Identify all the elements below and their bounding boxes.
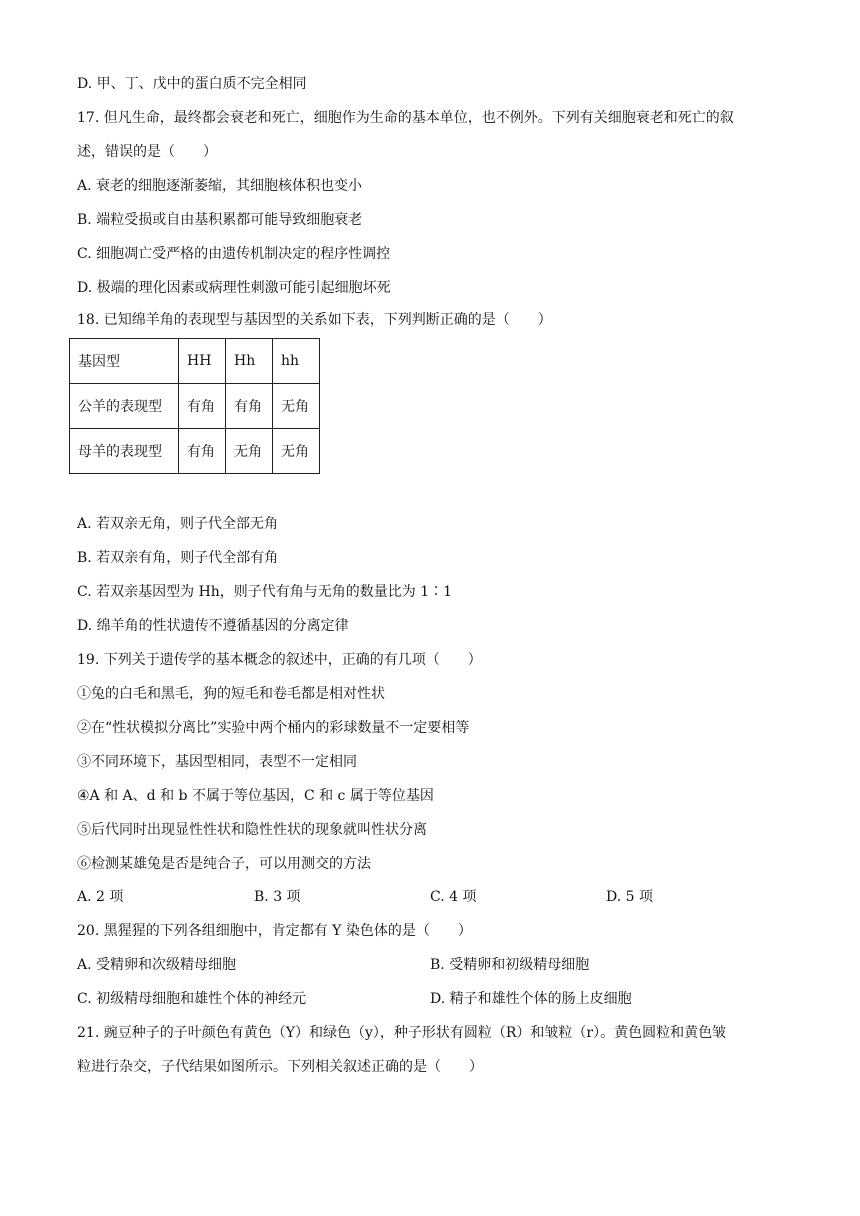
- table-cell: 有角: [179, 384, 226, 429]
- q20-option-a: A. 受精卵和次级精母细胞: [77, 957, 237, 973]
- q18-option-c: C. 若双亲基因型为 Hh，则子代有角与无角的数量比为 1∶1: [77, 584, 453, 600]
- table-cell: 公羊的表现型: [70, 384, 179, 429]
- q19-statement-3: ③不同环境下，基因型相同，表型不一定相同: [77, 754, 357, 770]
- table-cell: Hh: [226, 339, 273, 384]
- q19-statement-5: ⑤后代同时出现显性性状和隐性性状的现象就叫性状分离: [77, 822, 427, 838]
- table-cell: 有角: [179, 429, 226, 474]
- q17-stem-line2: 述，错误的是（ ）: [77, 144, 217, 160]
- table-cell: 无角: [273, 384, 320, 429]
- q18-stem: 18. 已知绵羊角的表现型与基因型的关系如下表，下列判断正确的是（ ）: [77, 312, 552, 328]
- table-row: [70, 429, 320, 474]
- table-row: [70, 384, 320, 429]
- q19-option-d: D. 5 项: [606, 889, 653, 905]
- table-header-row: [70, 339, 320, 384]
- q17-stem-line1: 17. 但凡生命，最终都会衰老和死亡，细胞作为生命的基本单位，也不例外。下列有关细胞衰老和死亡的叙: [77, 110, 734, 126]
- line-q16-d: D. 甲、丁、戊中的蛋白质不完全相同: [77, 76, 307, 92]
- q17-option-c: C. 细胞凋亡受严格的由遗传机制决定的程序性调控: [77, 246, 391, 262]
- q18-option-d: D. 绵羊角的性状遗传不遵循基因的分离定律: [77, 618, 349, 634]
- table-cell: 无角: [226, 429, 273, 474]
- q20-stem: 20. 黑猩猩的下列各组细胞中，肯定都有 Y 染色体的是（ ）: [77, 923, 472, 939]
- q19-statement-4: ④A 和 A、d 和 b 不属于等位基因，C 和 c 属于等位基因: [77, 788, 434, 804]
- q20-option-d: D. 精子和雄性个体的肠上皮细胞: [430, 991, 632, 1007]
- q18-option-a: A. 若双亲无角，则子代全部无角: [77, 516, 279, 532]
- table-cell: 母羊的表现型: [70, 429, 179, 474]
- q19-statement-2: ②在“性状模拟分离比”实验中两个桶内的彩球数量不一定要相等: [77, 720, 470, 736]
- table-cell: hh: [273, 339, 320, 384]
- q19-option-a: A. 2 项: [77, 889, 124, 905]
- table-cell: 无角: [273, 429, 320, 474]
- q18-option-b: B. 若双亲有角，则子代全部有角: [77, 550, 279, 566]
- q21-stem-line2: 粒进行杂交，子代结果如图所示。下列相关叙述正确的是（ ）: [77, 1059, 483, 1075]
- q19-option-c: C. 4 项: [430, 889, 477, 905]
- q19-statement-1: ①兔的白毛和黑毛，狗的短毛和卷毛都是相对性状: [77, 686, 385, 702]
- table-cell: 基因型: [70, 339, 179, 384]
- q19-option-b: B. 3 项: [254, 889, 301, 905]
- q17-option-b: B. 端粒受损或自由基积累都可能导致细胞衰老: [77, 212, 363, 228]
- q17-option-a: A. 衰老的细胞逐渐萎缩，其细胞核体积也变小: [77, 178, 363, 194]
- genotype-phenotype-table: [69, 338, 320, 474]
- q20-option-b: B. 受精卵和初级精母细胞: [430, 957, 590, 973]
- q21-stem-line1: 21. 豌豆种子的子叶颜色有黄色（Y）和绿色（y），种子形状有圆粒（R）和皱粒（r）。黄色圆粒和黄色皱: [77, 1025, 727, 1041]
- table-cell: HH: [179, 339, 226, 384]
- q17-option-d: D. 极端的理化因素或病理性刺激可能引起细胞坏死: [77, 280, 391, 296]
- table-cell: 有角: [226, 384, 273, 429]
- q19-stem: 19. 下列关于遗传学的基本概念的叙述中，正确的有几项（ ）: [77, 652, 482, 668]
- q20-option-c: C. 初级精母细胞和雄性个体的神经元: [77, 991, 307, 1007]
- q19-statement-6: ⑥检测某雄兔是否是纯合子，可以用测交的方法: [77, 856, 371, 872]
